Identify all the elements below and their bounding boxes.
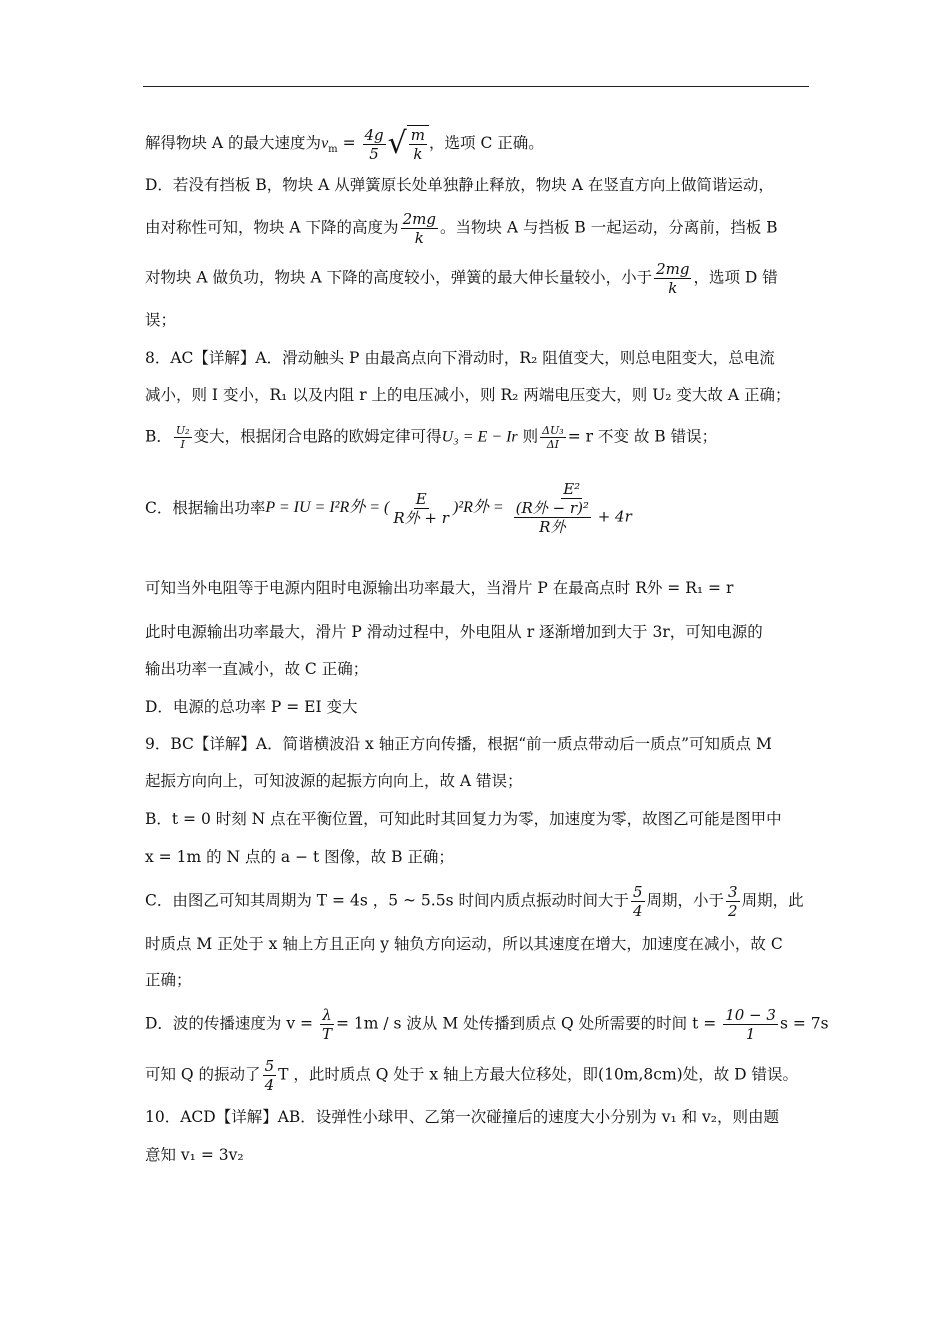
fraction-5-4: $\frac{5}{4}$ xyxy=(264,1057,275,1094)
line-4 xyxy=(145,260,778,297)
fraction-5-4: $\frac{5}{4}$ xyxy=(632,883,643,920)
text-segment: 。当物块 A 与挡板 B 一起运动，分离前，挡板 B xyxy=(439,218,778,237)
line-24: 意知 v₁ = 3v₂ xyxy=(145,1146,244,1164)
text-segment: C．由图乙可知其周期为 T = 4s ，5 ~ 5.5s 时间内质点振动时间大于 xyxy=(145,891,629,910)
line-1 xyxy=(145,125,544,163)
text-segment: 变大，根据闭合电路的欧姆定律可得 xyxy=(193,427,442,446)
text-segment: T ，此时质点 Q 处于 x 轴上方最大位移处，即(10m,8cm)处，故 D 错误。 xyxy=(278,1065,798,1084)
line-9 xyxy=(145,480,636,536)
text-segment: 可知 Q 的振动了 xyxy=(145,1065,261,1084)
line-22 xyxy=(145,1057,798,1094)
formula-eq: = xyxy=(337,134,361,152)
text-segment: 周期，小于 xyxy=(646,891,725,910)
line-21 xyxy=(145,1006,829,1043)
line-3 xyxy=(145,210,778,247)
fraction-10minus3-1: $\frac{10 - 3}{1}$ xyxy=(725,1006,776,1043)
fraction-u2-i: $\frac{\text{U₂}}{I}$ xyxy=(175,424,190,451)
sqrt-sign-icon: √ xyxy=(387,126,407,161)
text-segment: C．根据输出功率 xyxy=(145,499,266,517)
line-17: x = 1m 的 N 点的 a − t 图像，故 B 正确； xyxy=(145,848,454,866)
text-segment: s = 7s xyxy=(779,1014,829,1033)
fraction-output-power: E² $\frac{\text{(R外 − r)²}}{\text{R外}}$ + 4r xyxy=(515,480,632,536)
formula-var: v xyxy=(321,135,329,152)
line-23: 10．ACD【详解】AB．设弹性小球甲、乙第一次碰撞后的速度大小分别为 v₁ 和 v₂，则由题 xyxy=(145,1108,780,1126)
fraction-e-rplusr: $\frac{E}{\text{R外 + r}}$ xyxy=(393,489,449,527)
line-16: B．t = 0 时刻 N 点在平衡位置，可知此时其回复力为零，加速度为零，故图乙可能是图甲中 xyxy=(145,810,782,828)
text-segment: ，选项 C 正确。 xyxy=(429,134,544,152)
formula: U₃ = E − Ir xyxy=(441,428,518,446)
line-6: 8．AC【详解】A．滑动触头 P 由最高点向下滑动时，R₂ 阻值变大，则总电阻变大，总电流 xyxy=(145,349,775,367)
line-2: D．若没有挡板 B，物块 A 从弹簧原长处单独静止释放，物块 A 在竖直方向上做简谐运动， xyxy=(145,176,774,194)
text-segment: 对物块 A 做负功，物块 A 下降的高度较小，弹簧的最大伸长量较小，小于 xyxy=(145,268,653,287)
fraction-2mg-k: $\frac{2mg}{k}$ xyxy=(402,210,436,247)
fraction-2mg-k: $\frac{2mg}{k}$ xyxy=(656,260,690,297)
line-7: 减小，则 I 变小，R₁ 以及内阻 r 上的电压减小，则 R₂ 两端电压变大，则 U₂ 变大故 A 正确； xyxy=(145,386,791,404)
text-segment: 则 xyxy=(517,427,539,446)
text-segment: 解得物块 A 的最大速度为 xyxy=(145,134,322,152)
text-segment: 周期，此 xyxy=(741,891,804,910)
text-segment: = r 不变 故 B 错误； xyxy=(567,427,718,446)
fraction-4g-5: $\frac{4g}{5}$ xyxy=(364,125,384,163)
text-segment: = 1m / s 波从 M 处传播到质点 Q 处所需要的时间 t = xyxy=(335,1014,722,1033)
line-13: D．电源的总功率 P = EI 变大 xyxy=(145,698,358,716)
fraction-lambda-t: $\frac{\lambda}{T}$ xyxy=(321,1006,332,1043)
formula: )²R外 = xyxy=(452,499,508,516)
sqrt-m-k: √ $\frac{m}{k}$ xyxy=(388,125,429,163)
line-11: 此时电源输出功率最大，滑片 P 滑动过程中，外电阻从 r 逐渐增加到大于 3r，可知电源的 xyxy=(145,623,763,641)
line-8 xyxy=(145,424,717,451)
fraction-inner: $\frac{\text{(R外 − r)²}}{\text{R外}}$ xyxy=(515,499,589,536)
line-15: 起振方向向上，可知波源的起振方向向上，故 A 错误； xyxy=(145,772,523,790)
header-rule xyxy=(143,86,809,87)
fraction-3-2: $\frac{3}{2}$ xyxy=(728,883,738,920)
formula: P = IU = I²R外 = ( xyxy=(265,499,390,516)
line-19: 时质点 M 正处于 x 轴上方且正向 y 轴负方向运动，所以其速度在增大，加速度在减小，故 C xyxy=(145,935,783,953)
line-5: 误； xyxy=(145,311,177,329)
text-segment: D．波的传播速度为 v = xyxy=(145,1014,318,1033)
formula-sub: m xyxy=(328,144,338,156)
line-10: 可知当外电阻等于电源内阻时电源输出功率最大，当滑片 P 在最高点时 R外 = R₁ = r xyxy=(145,579,734,597)
line-20: 正确； xyxy=(145,971,192,989)
text-segment: 由对称性可知，物块 A 下降的高度为 xyxy=(145,218,399,237)
line-12: 输出功率一直减小，故 C 正确； xyxy=(145,660,369,678)
line-18 xyxy=(145,883,804,920)
text-segment: B． xyxy=(145,427,172,446)
fraction-du3-di: $\frac{\text{ΔU₃}}{\Delta I}$ xyxy=(542,424,564,451)
line-14: 9．BC【详解】A．简谐横波沿 x 轴正方向传播，根据“前一质点带动后一质点”可知质点 M xyxy=(145,735,772,753)
text-segment: ，选项 D 错 xyxy=(693,268,778,287)
